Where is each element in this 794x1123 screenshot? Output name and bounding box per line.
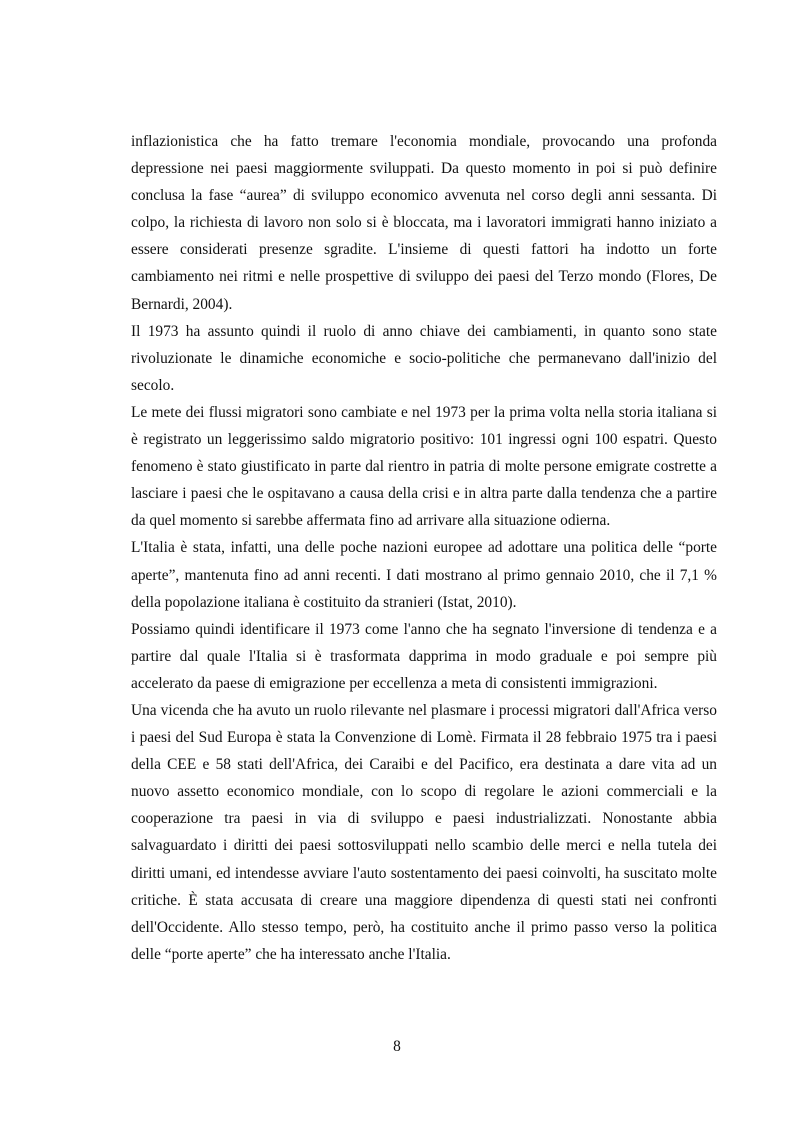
paragraph-1973-key-year: Il 1973 ha assunto quindi il ruolo di anno chiave dei cambiamenti, in quanto sono state rivoluzionate le dinamiche economiche e socio-politiche che permanevano dall'inizio del secolo. — [131, 322, 717, 394]
body-text — [131, 128, 717, 968]
paragraph-trend-inversion: Possiamo quindi identificare il 1973 come l'anno che ha segnato l'inversione di tendenza e a partire dal quale l'Italia si è trasformata dapprima in modo graduale e poi sempre più accelerato da paese di emigrazione per eccellenza a meta di consistenti immigrazioni. — [131, 620, 717, 692]
page-number: 8 — [393, 1038, 401, 1055]
paragraph-oil-crisis-consequences: inflazionistica che ha fatto tremare l'economia mondiale, provocando una profonda depressione nei paesi maggiormente sviluppati. Da questo momento in poi si può definire conclusa la fase “aurea” di sviluppo economico avvenuta nel corso degli anni sessanta. Di colpo, la richiesta di lavoro non solo si è bloccata, ma i lavoratori immigrati hanno iniziato a essere considerati presenze sgradite. L'insieme di questi fattori ha indotto un forte cambiamento nei ritmi e nelle prospettive di sviluppo dei paesi del Terzo mondo (Flores, De Bernardi, 2004). — [131, 133, 717, 313]
paragraph-lome-convention: Una vicenda che ha avuto un ruolo rilevante nel plasmare i processi migratori dall'Africa verso i paesi del Sud Europa è stata la Convenzione di Lomè. Firmata il 28 febbraio 1975 tra i paesi della CEE e 58 stati dell'Africa, dei Caraibi e del Pacifico, era destinata a dare vita ad un nuovo assetto economico mondiale, con lo scopo di regolare le azioni commerciali e la cooperazione tra paesi in via di sviluppo e paesi industrializzati. Nonostante abbia salvaguardato i diritti dei paesi sottosviluppati nello scambio delle merci e nella tutela dei diritti umani, ed intendesse avviare l'auto sostentamento dei paesi coinvolti, ha suscitato molte critiche. È stata accusata di creare una maggiore dipendenza di questi stati nei confronti dell'Occidente. Allo stesso tempo, però, ha costituito anche il primo passo verso la politica delle “porte aperte” che ha interessato anche l'Italia. — [131, 701, 717, 963]
paragraph-open-doors-policy: L'Italia è stata, infatti, una delle poche nazioni europee ad adottare una politica delle “porte aperte”, mantenuta fino ad anni recenti. I dati mostrano al primo gennaio 2010, che il 7,1 % della popolazione italiana è costituito da stranieri (Istat, 2010). — [131, 539, 717, 611]
paragraph-migration-balance: Le mete dei flussi migratori sono cambiate e nel 1973 per la prima volta nella storia italiana si è registrato un leggerissimo saldo migratorio positivo: 101 ingressi ogni 100 espatri. Questo fenomeno è stato giustificato in parte dal rientro in patria di molte persone emigrate costrette a lasciare i paesi che le ospitavano a causa della crisi e in altra parte dalla tendenza che a partire da quel momento si sarebbe affermata fino ad arrivare alla situazione odierna. — [131, 403, 717, 530]
